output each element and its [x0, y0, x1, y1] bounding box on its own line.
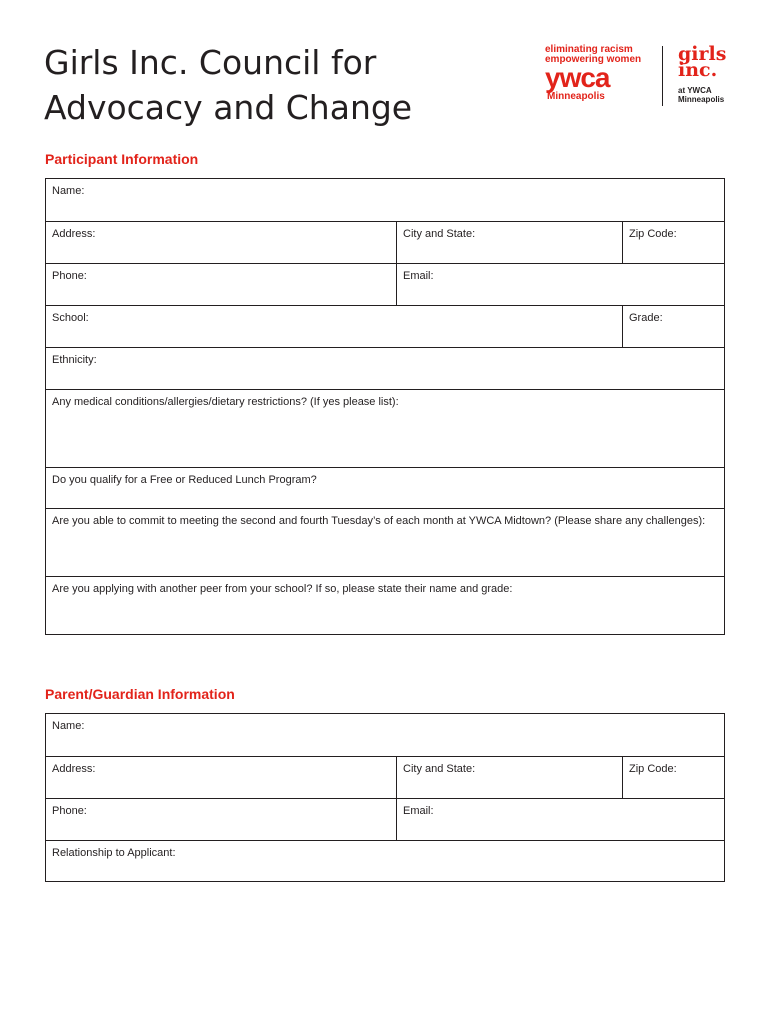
logo-divider	[662, 46, 663, 106]
participant-school-row	[46, 305, 724, 347]
participant-name-field[interactable]	[46, 179, 724, 221]
participant-medical-row	[46, 389, 724, 467]
guardian-relationship-field[interactable]	[46, 841, 724, 881]
ywca-tagline-1: eliminating racism	[545, 44, 633, 55]
guardian-name-row	[46, 714, 724, 756]
participant-city-state-label: City and State:	[403, 228, 476, 240]
guardian-contact-row	[46, 798, 724, 840]
guardian-phone-field[interactable]	[46, 799, 396, 840]
participant-section-title: Participant Information	[45, 151, 199, 167]
participant-address-row	[46, 221, 724, 263]
ywca-logo	[545, 45, 655, 103]
participant-lunch-label: Do you qualify for a Free or Reduced Lunch Program?	[52, 474, 317, 486]
guardian-relationship-row	[46, 840, 724, 881]
guardian-city-state-field[interactable]	[396, 757, 622, 798]
page-title-line-1: Girls Inc. Council for	[44, 43, 377, 82]
participant-address-field[interactable]	[46, 222, 396, 263]
participant-grade-field[interactable]	[622, 306, 724, 347]
participant-school-label: School:	[52, 312, 89, 324]
participant-email-field[interactable]	[396, 264, 724, 305]
girls-inc-sub-2: Minneapolis	[678, 95, 725, 104]
participant-lunch-field[interactable]	[46, 468, 724, 508]
participant-zip-label: Zip Code:	[629, 228, 677, 240]
participant-commit-row	[46, 508, 724, 576]
participant-name-row	[46, 179, 724, 221]
participant-commit-field[interactable]	[46, 509, 724, 576]
ywca-wordmark: ywca	[545, 62, 610, 93]
guardian-email-field[interactable]	[396, 799, 724, 840]
participant-phone-field[interactable]	[46, 264, 396, 305]
participant-address-label: Address:	[52, 228, 96, 240]
girls-inc-wordmark-line-1: girls	[678, 43, 727, 65]
participant-phone-label: Phone:	[52, 270, 87, 282]
page-title-line-2: Advocacy and Change	[44, 88, 413, 127]
guardian-zip-field[interactable]	[622, 757, 724, 798]
participant-peer-row	[46, 576, 724, 634]
guardian-email-label: Email:	[403, 805, 434, 817]
girls-inc-sub-1: at YWCA	[678, 86, 712, 95]
guardian-address-row	[46, 756, 724, 798]
girls-inc-logo	[678, 43, 748, 104]
participant-school-field[interactable]	[46, 306, 622, 347]
guardian-city-state-label: City and State:	[403, 763, 476, 775]
participant-grade-label: Grade:	[629, 312, 663, 324]
guardian-address-field[interactable]	[46, 757, 396, 798]
participant-contact-row	[46, 263, 724, 305]
participant-ethnicity-label: Ethnicity:	[52, 354, 97, 366]
participant-lunch-row	[46, 467, 724, 508]
page-title	[44, 40, 464, 130]
participant-peer-label: Are you applying with another peer from your school? If so, please state their name and grade:	[52, 583, 513, 595]
guardian-address-label: Address:	[52, 763, 96, 775]
participant-ethnicity-field[interactable]	[46, 348, 724, 389]
participant-commit-label: Are you able to commit to meeting the second and fourth Tuesday’s of each month at YWCA Midtown? (Please share any challenges):	[52, 515, 706, 527]
guardian-relationship-label: Relationship to Applicant:	[52, 847, 176, 859]
ywca-city: Minneapolis	[547, 91, 605, 102]
participant-medical-label: Any medical conditions/allergies/dietary restrictions? (If yes please list):	[52, 396, 399, 408]
guardian-name-label: Name:	[52, 720, 85, 732]
participant-ethnicity-row	[46, 347, 724, 389]
participant-email-label: Email:	[403, 270, 434, 282]
participant-zip-field[interactable]	[622, 222, 724, 263]
participant-form	[45, 178, 725, 635]
ywca-tagline-2: empowering women	[545, 54, 642, 65]
guardian-section-title: Parent/Guardian Information	[45, 686, 235, 702]
guardian-phone-label: Phone:	[52, 805, 87, 817]
girls-inc-wordmark-line-2: inc.	[678, 59, 718, 81]
participant-medical-field[interactable]	[46, 390, 724, 467]
participant-name-label: Name:	[52, 185, 85, 197]
guardian-name-field[interactable]	[46, 714, 724, 756]
guardian-form	[45, 713, 725, 882]
guardian-zip-label: Zip Code:	[629, 763, 677, 775]
participant-city-state-field[interactable]	[396, 222, 622, 263]
participant-peer-field[interactable]	[46, 577, 724, 634]
